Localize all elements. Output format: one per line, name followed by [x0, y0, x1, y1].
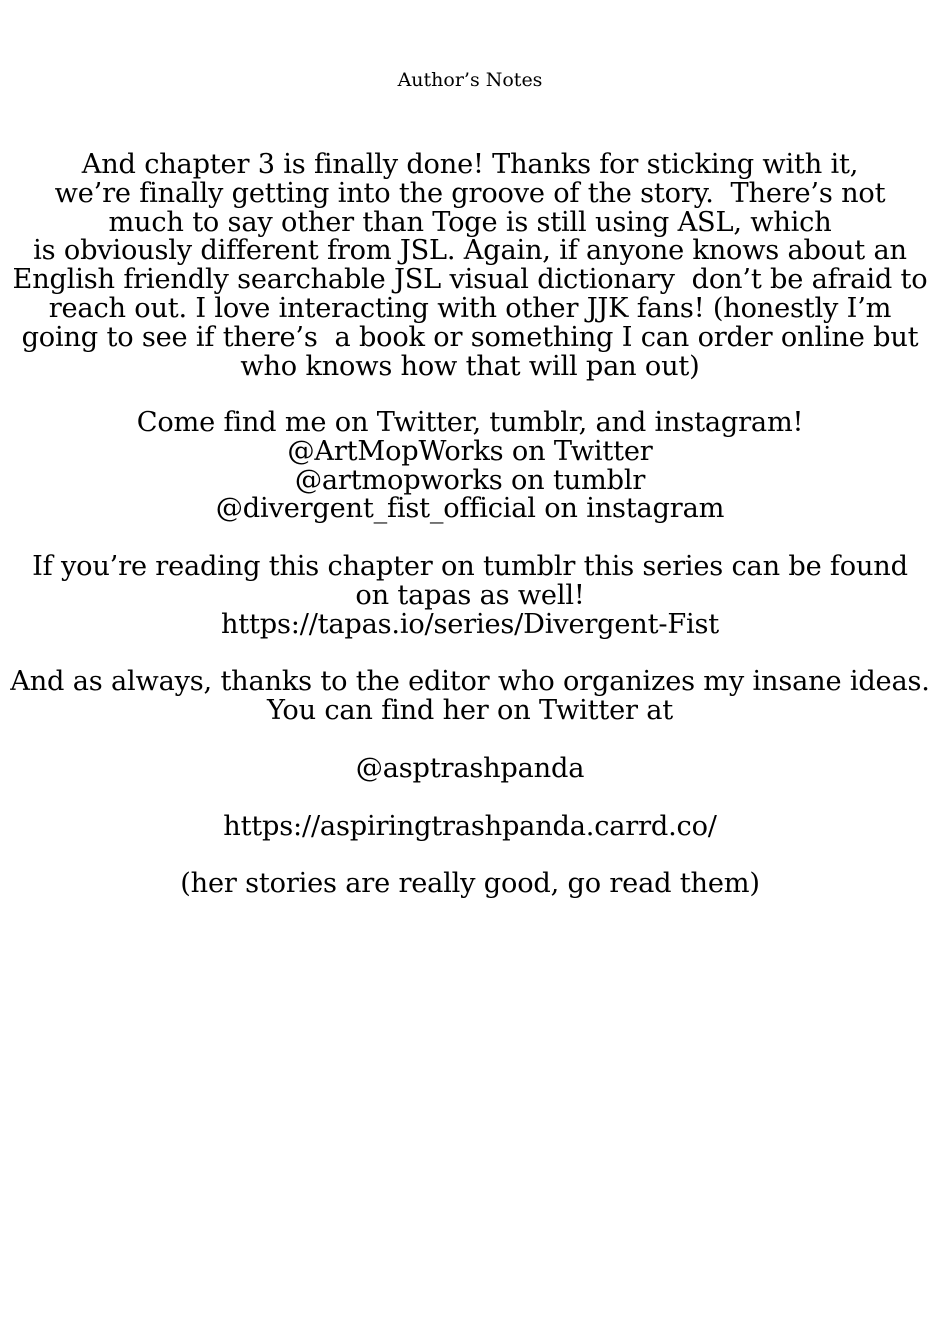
editor-twitter-handle	[0, 754, 940, 783]
text-line: we’re finally getting into the groove of the story. There’s not	[54, 176, 886, 209]
text-line: And as always, thanks to the editor who organizes my insane ideas.	[10, 665, 930, 697]
text-line: And chapter 3 is finally done! Thanks for sticking with it,	[81, 148, 859, 180]
closing-note	[0, 869, 940, 898]
tumblr-handle: @artmopworks on tumblr	[294, 463, 646, 496]
editor-website-url: https://aspiringtrashpanda.carrd.co/	[223, 810, 717, 842]
twitter-handle: @ArtMopWorks on Twitter	[287, 434, 653, 467]
text-line: much to say other than Toge is still using ASL, which	[108, 205, 832, 238]
text-line: If you’re reading this chapter on tumblr this series can be found	[32, 550, 908, 582]
tapas-paragraph	[0, 552, 940, 638]
text-line: English friendly searchable JSL visual dictionary don’t be afraid to	[12, 263, 928, 296]
page-title: Author’s Notes	[397, 69, 543, 91]
social-links-paragraph	[0, 408, 940, 523]
instagram-handle: @divergent_fist_official on instagram	[215, 492, 725, 525]
text-line: reach out. I love interacting with other JJK fans! (honestly I’m	[48, 291, 892, 324]
editor-website	[0, 812, 940, 841]
text-line: going to see if there’s a book or something I can order online but	[21, 320, 919, 353]
text-line: on tapas as well!	[355, 578, 585, 611]
editor-handle-text: @asptrashpanda	[355, 752, 585, 784]
text-line: is obviously different from JSL. Again, if anyone knows about an	[33, 234, 907, 267]
tapas-url: https://tapas.io/series/Divergent-Fist	[220, 607, 720, 640]
text-line: who knows how that will pan out)	[240, 349, 700, 382]
closing-text: (her stories are really good, go read them)	[180, 867, 760, 899]
editor-paragraph	[0, 667, 940, 725]
social-heading: Come find me on Twitter, tumblr, and instagram!	[136, 406, 804, 438]
intro-paragraph	[0, 150, 940, 380]
text-line: You can find her on Twitter at	[267, 693, 673, 726]
